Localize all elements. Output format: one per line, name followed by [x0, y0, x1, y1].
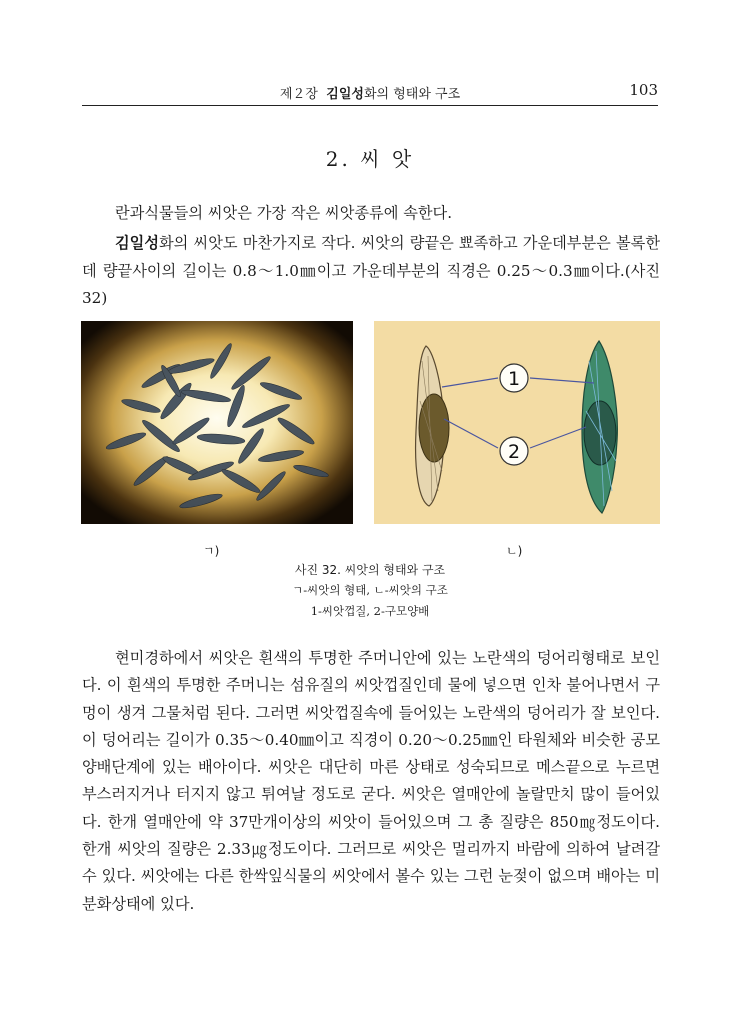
- running-header: [82, 83, 658, 106]
- section-title: 2. 씨 앗: [325, 147, 415, 171]
- body-paragraph: 현미경하에서 씨앗은 흰색의 투명한 주머니안에 있는 노란색의 덩어리형태로 보인다. 이 흰색의 투명한 주머니는 섬유질의 씨앗껍질인데 물에 넣으면 인차 불어나면서 구멍이 생겨 그물처럼 된다. 그러면 씨앗껍질속에 들어있는 노란색의 덩어리가 잘 보인다. 이 덩어리는 길이가 0.35〜0.40㎜이고 직경이 0.20〜0.25㎜인 타원체와 비슷한 공모양배단계에 있는 배아이다. 씨앗은 대단히 마른 상태로 성숙되므로 메스끝으로 누르면 부스러지거나 터지지 않고 튀여날 정도로 굳다. 씨앗은 열매안에 놀랄만치 많이 들어있다. 한개 열매안에 약 37만개이상의 씨앗이 들어있으며 그 총 질량은 850㎎정도이다. 한개 씨앗의 질량은 2.33㎍정도이다. 그러므로 씨앗은 멀리까지 바람에 의하여 날려갈수 있다. 씨앗에는 다른 한싹잎식물의 씨앗에서 볼수 있는 그런 눈젖이 없으며 배아는 미분화상태에 있다.: [82, 649, 660, 913]
- photo-b-label: ㄴ): [506, 544, 523, 558]
- intro-paragraph-2-text: 화의 씨앗도 마찬가지로 작다. 씨앗의 량끝은 뾰족하고 가운데부분은 볼록한데 량끝사이의 길이는 0.8〜1.0㎜이고 가운데부분의 직경은 0.25〜0.3㎜이다.(사진 32): [82, 234, 660, 307]
- intro-name: 김일성: [115, 234, 160, 252]
- header-chapter: 제２장: [279, 87, 318, 102]
- header-title-rest: 화의 형태와 구조: [363, 87, 461, 102]
- header-name: 김일성: [326, 87, 364, 102]
- marker-2: 2: [507, 441, 521, 463]
- figure-caption-line-3: 1-씨앗껍질, 2-구모양배: [310, 604, 430, 618]
- marker-1: 1: [507, 368, 521, 390]
- figure-caption-line-2: ㄱ-씨앗의 형태, ㄴ-씨앗의 구조: [292, 583, 448, 597]
- seed-shape-photo: [81, 321, 353, 524]
- intro-paragraph-1: 란과식물들의 씨앗은 가장 작은 씨앗종류에 속한다.: [115, 204, 453, 222]
- header-title: [82, 83, 658, 102]
- intro-paragraph-2: [82, 230, 660, 313]
- figure-caption-title: 사진 32. 씨앗의 형태와 구조: [294, 563, 446, 577]
- photo-a-label: ㄱ): [203, 544, 220, 558]
- seed-structure-photo: [374, 321, 660, 524]
- page-number: 103: [629, 81, 658, 99]
